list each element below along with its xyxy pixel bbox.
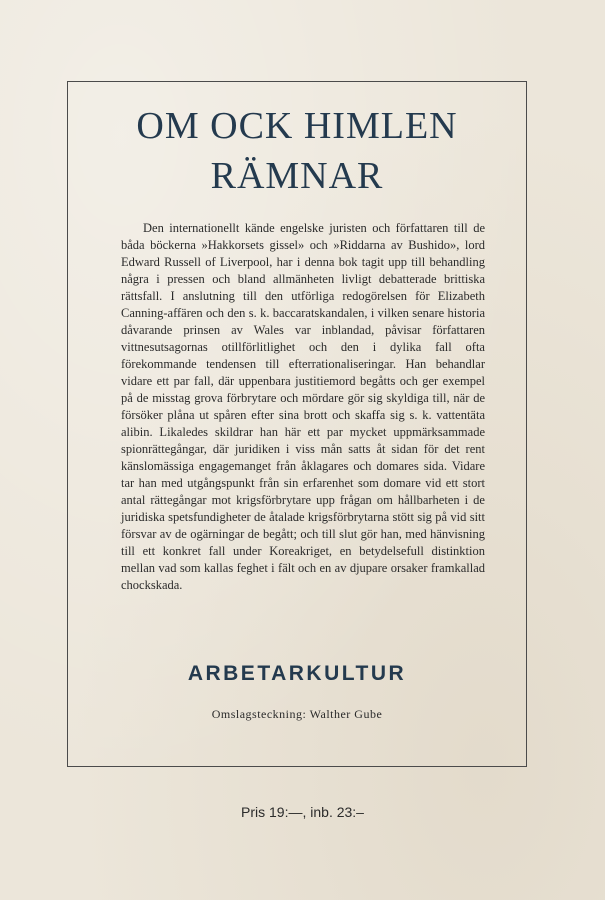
book-title-line-1: OM OCK HIMLEN xyxy=(136,105,458,147)
book-title-line-2: RÄMNAR xyxy=(210,155,384,197)
book-blurb: Den internationellt kände engelske juristen och författaren till de båda böckerna »Hakkorsets gissel» och »Riddarna av Bushido», lord Edward Russell of Liverpool, har i denna bok tagit upp till behandling några i pressen och bland allmänheten livligt debatterade brittiska rättsfall. I anslutning till den utförliga redogörelsen för Elizabeth Canning-affären och den s. k. baccaratskandalen, i vilken senare historia dåvarande prinsen av Wales var inblandad, påvisar författaren vittnesutsagornas otillförlitlighet och den i dylika fall ofta förekommande tendensen till efterrationaliseringar. Han behandlar vidare ett par fall, där uppenbara justitiemord begåtts och ger exempel på de misstag grova förbrytare och mördare gör sig skyldiga till, när de försöker plåna ut spåren efter sina brott och skaffa sig s. k. vattentäta alibin. Likaledes skildrar han här ett par mycket uppmärksammade spionrättegångar, där juridiken i viss mån satts åt sidan för det rent känslomässiga engagemanget från åklagares och domares sida. Vidare tar han med utgångspunkt från sin erfarenhet som domare vid ett stort antal rättegångar mot krigsförbrytare upp frågan om hållbarheten i de juridiska spetsfundigheter de åtalade krigsförbrytarna stött sig på vid sitt försvar av de ogärningar de begått; och till slut gör han, med hänvisning till ett konkret fall under Koreakriget, en betydelsefull distinktion mellan vad som kallas feghet i fält och en av djupare orsaker framkallad chockskada. xyxy=(121,221,485,592)
cover-illustration-credit: Omslagsteckning: Walther Gube xyxy=(211,707,383,721)
publisher-name: ARBETARKULTUR xyxy=(187,662,407,685)
price-line: Pris 19:—, inb. 23:– xyxy=(241,804,364,820)
